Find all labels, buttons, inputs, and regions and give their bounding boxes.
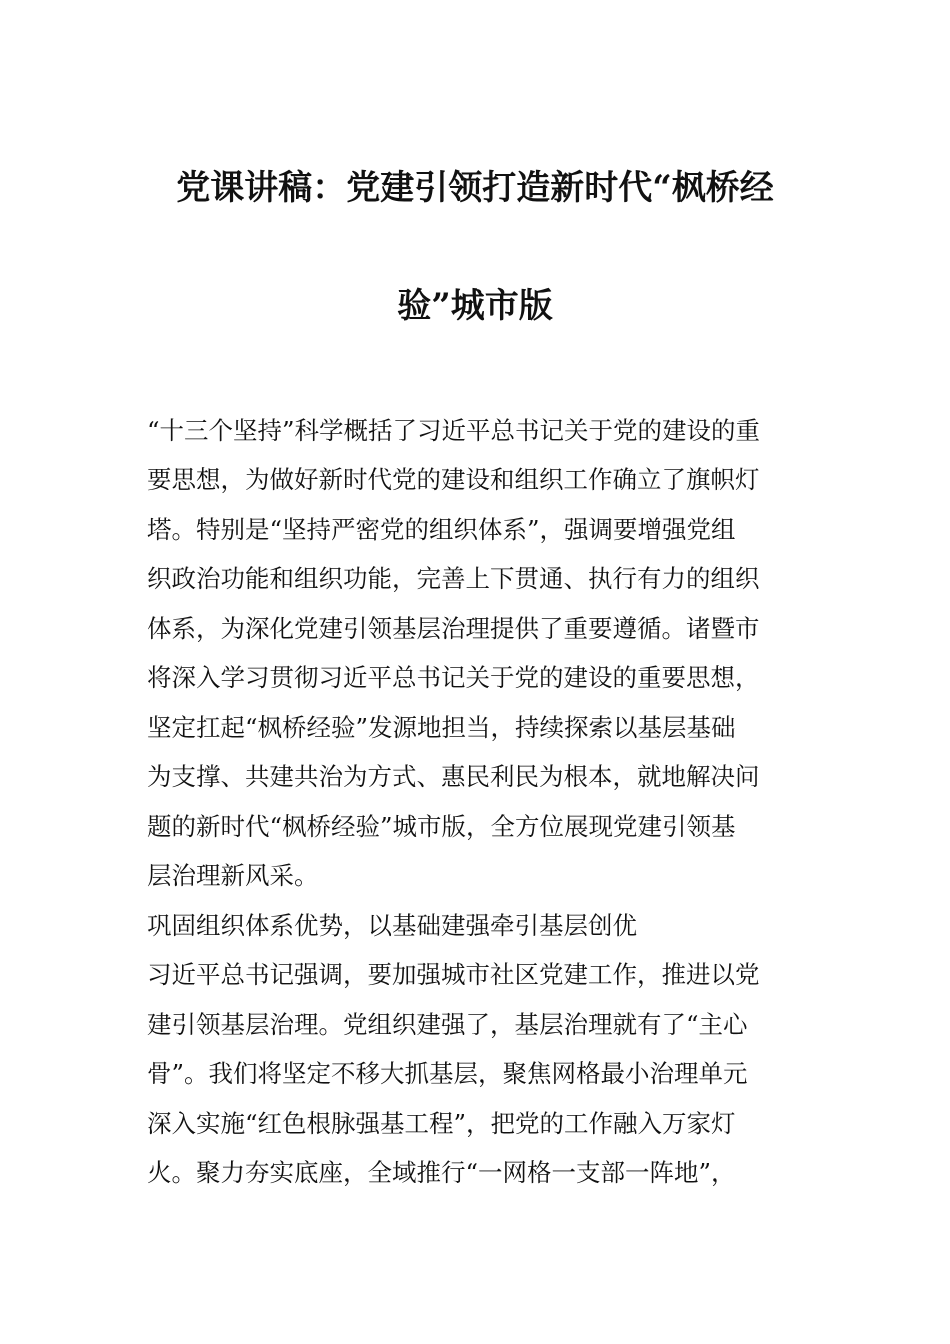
body-line: 火。聚力夯实底座，全域推行“一网格一支部一阵地”， [147,1158,736,1187]
body-line: 坚定扛起“枫桥经验”发源地担当，持续探索以基层基础 [147,713,736,742]
body-line: 为支撑、共建共治为方式、惠民利民为根本，就地解决问 [147,762,760,791]
body-line: 习近平总书记强调，要加强城市社区党建工作，推进以党 [147,960,760,989]
body-line: 建引领基层治理。党组织建强了，基层治理就有了“主心 [147,1010,748,1039]
body-line: 织政治功能和组织功能，完善上下贯通、执行有力的组织 [147,564,760,593]
body-line: 层治理新风采。 [147,861,319,890]
body-line: 体系，为深化党建引领基层治理提供了重要遵循。诸暨市 [147,614,760,643]
body-line: 要思想，为做好新时代党的建设和组织工作确立了旗帜灯 [147,465,760,494]
body-line: “十三个坚持”科学概括了习近平总书记关于党的建设的重 [147,416,761,445]
body-line: 题的新时代“枫桥经验”城市版，全方位展现党建引领基 [147,812,736,841]
section-heading: 巩固组织体系优势，以基础建强牵引基层创优 [147,911,637,940]
body-line: 深入实施“红色根脉强基工程”，把党的工作融入万家灯 [147,1109,736,1138]
body-line: 将深入学习贯彻习近平总书记关于党的建设的重要思想， [147,663,760,692]
body-line: 骨”。我们将坚定不移大抓基层，聚焦网格最小治理单元 [147,1059,748,1088]
body-line: 塔。特别是“坚持严密党的组织体系”，强调要增强党组 [147,515,736,544]
document-title-line-1: 党课讲稿：党建引领打造新时代“枫桥经 [176,168,774,208]
document-title-line-2: 验”城市版 [397,286,553,326]
